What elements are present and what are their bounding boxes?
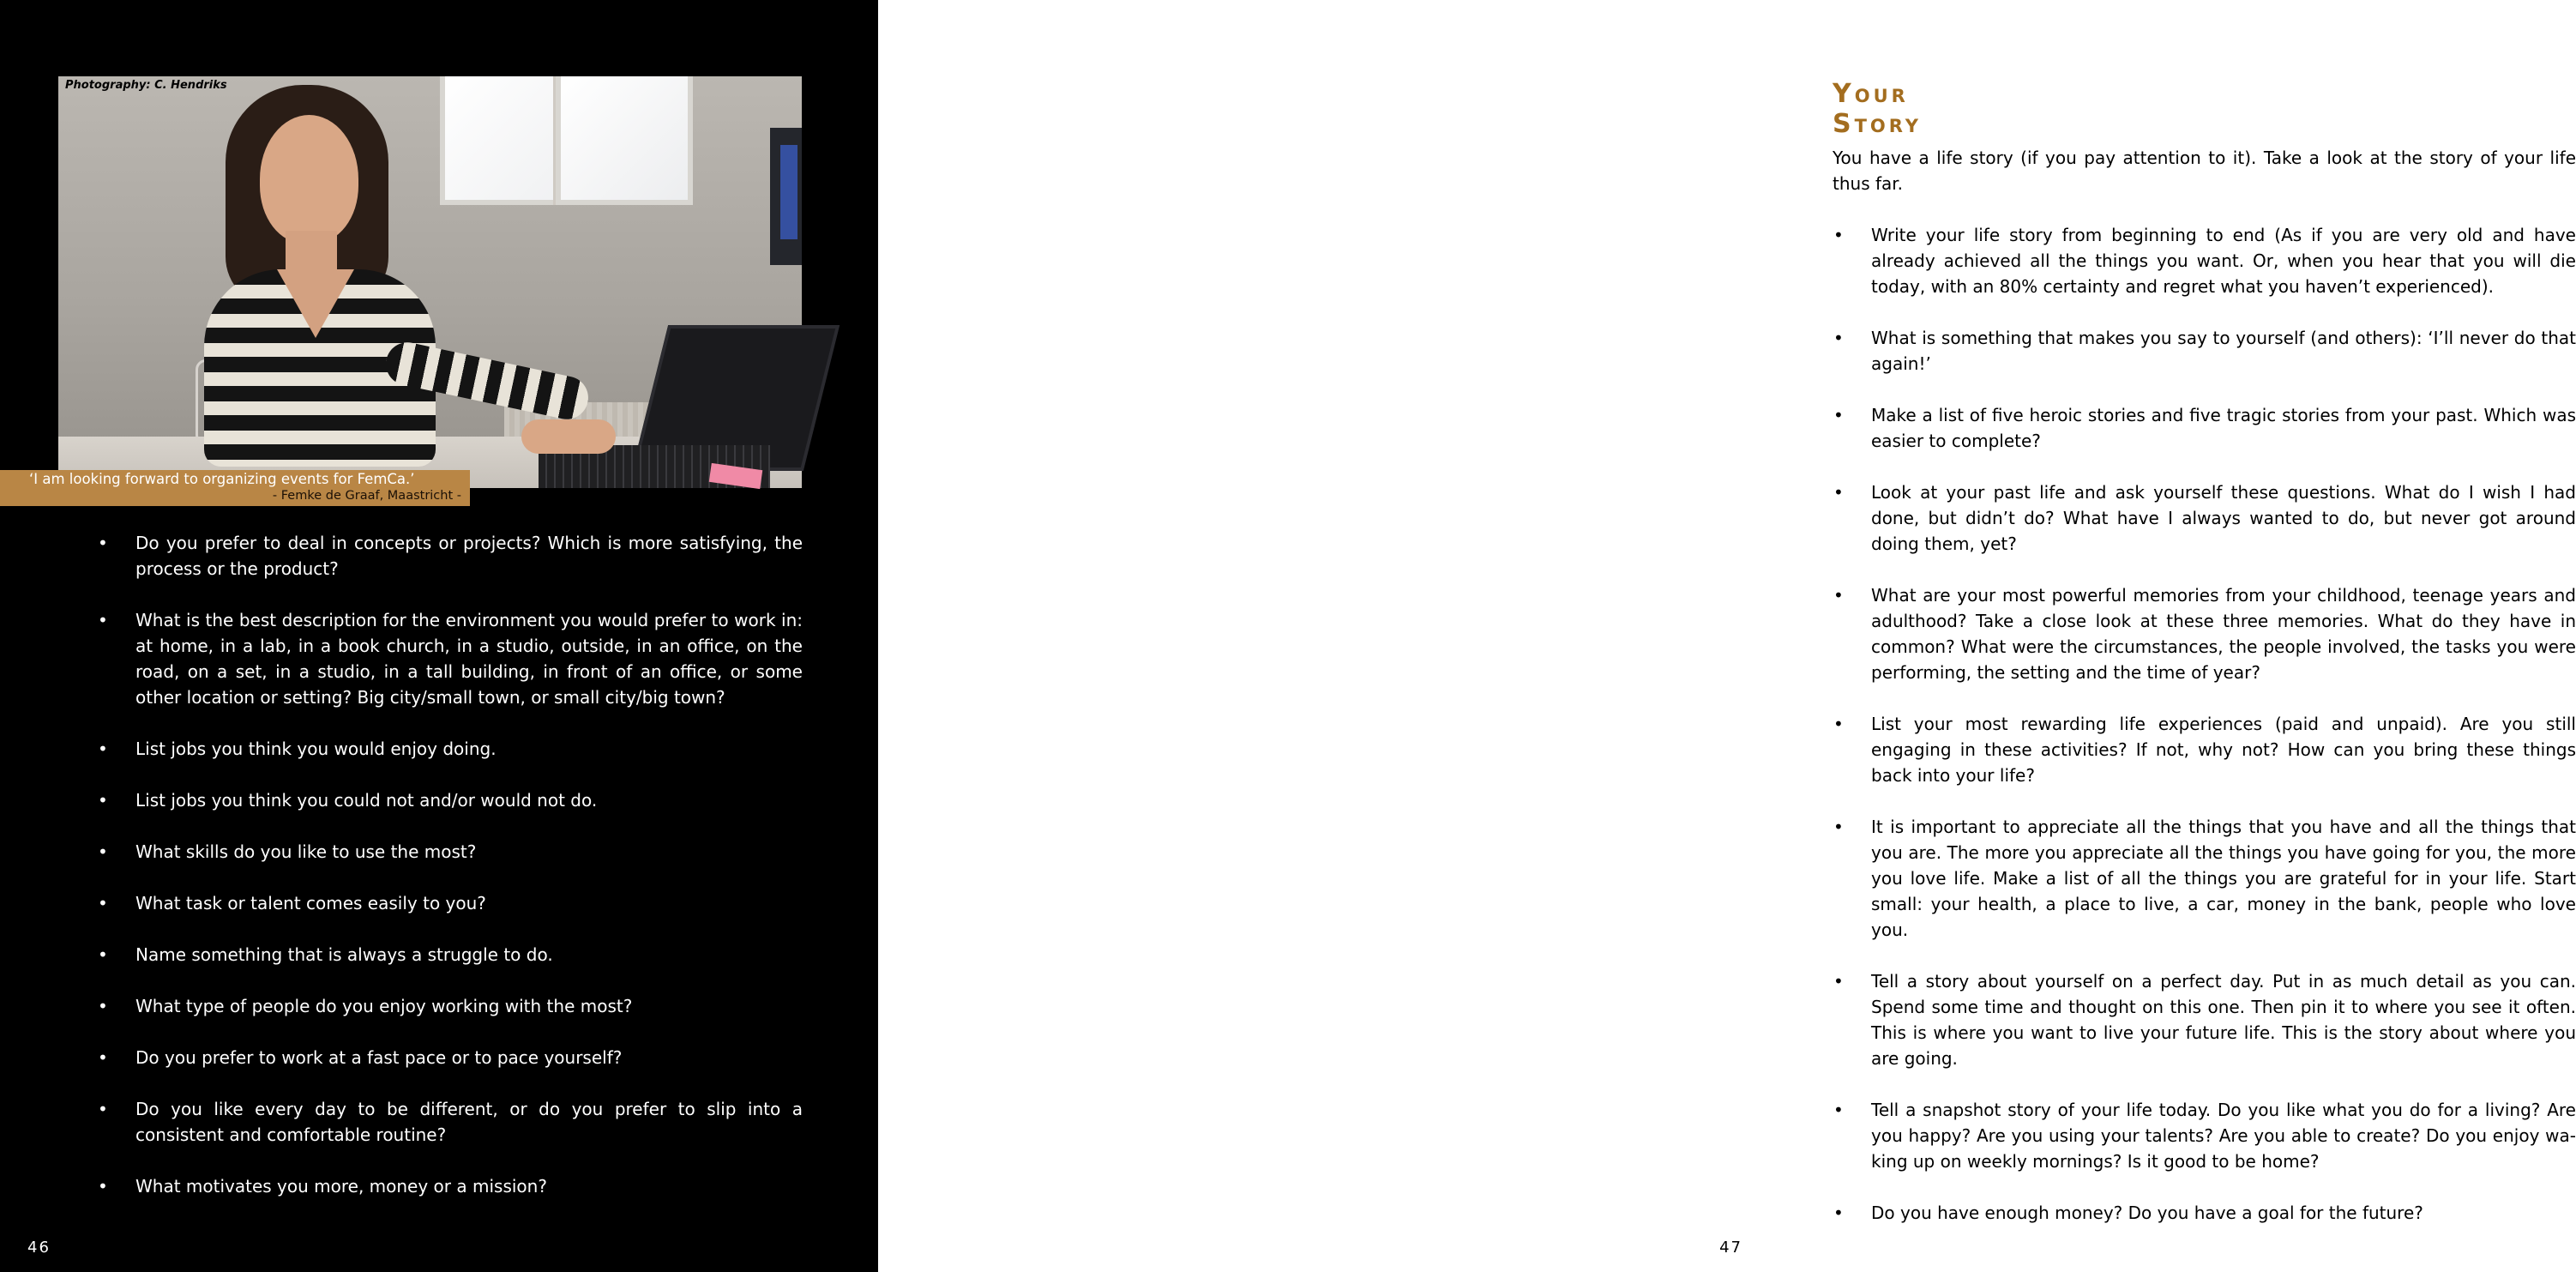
list-item: • List your most rewarding life experiences (paid and unpaid). Are you still engaging in these activities? If not, why not? How can you bring these things back into your life?	[1871, 711, 2576, 788]
list-item: • What type of people do you enjoy working with the most?	[135, 993, 803, 1019]
photo-window	[556, 76, 693, 205]
bullet: •	[98, 790, 108, 811]
list-item: • What skills do you like to use the most?	[135, 839, 803, 865]
list-item: • List jobs you think you would enjoy doing.	[135, 736, 803, 762]
photo-credit: Photography: C. Hendriks	[65, 79, 227, 92]
list-item: • Do you prefer to work at a fast pace or to pace yourself?	[135, 1045, 803, 1070]
list-item: • What is the best description for the environment you would prefer to work in: at home, in a lab, in a book church, in a studio, outside, in an office, on the road, on a set, in a studio, in a tall building, in front of an office, or some other location or setting? Big city/small town, or small city/big town?	[135, 607, 803, 710]
bullet: •	[98, 944, 108, 965]
photo-person-hand	[521, 419, 616, 454]
list-item: • It is important to appreciate all the things that you have and all the things that you are. The more you appreciate all the things you have going for you, the more you love life. Make a list of all the things you are grateful for in your life. Start small: your health, a place to live, a car, money in the bank, people who love you.	[1871, 814, 2576, 943]
bullet: •	[98, 893, 108, 913]
list-item: • Do you have enough money? Do you have a goal for the future?	[1871, 1200, 2576, 1226]
list-item: • Tell a story about yourself on a perfect day. Put in as much detail as you can. Spend some time and thought on this one. Then pin it to where you see it often. This is where you want to live your future life. This is the story about where you are going.	[1871, 968, 2576, 1071]
list-item: • Write your life story from beginning to end (As if you are very old and have already achieved all the things you want. Or, when you hear that you will die today, with an 80% certainty and regret what you haven’t experienced).	[1871, 222, 2576, 299]
bullet: •	[1833, 1203, 1844, 1223]
list-item: • What is something that makes you say to yourself (and others): ‘I’ll never do that again!’	[1871, 325, 2576, 377]
bullet: •	[1833, 1100, 1844, 1120]
bullet: •	[1833, 585, 1844, 606]
story-prompt-list	[1833, 222, 2576, 1251]
list-item: • What motivates you more, money or a mission?	[135, 1173, 803, 1199]
quote-author: - Femke de Graaf, Maastricht -	[272, 489, 461, 503]
list-item: • Do you prefer to deal in concepts or projects? Which is more satisfying, the process or the product?	[135, 530, 803, 582]
bullet: •	[98, 1099, 108, 1119]
list-item: • Look at your past life and ask yourself these questions. What do I wish I had done, but didn’t do? What have I always wanted to do, but never got around doing them, yet?	[1871, 479, 2576, 557]
bullet: •	[1833, 817, 1844, 837]
bullet: •	[1833, 405, 1844, 425]
list-item: • Name something that is always a struggle to do.	[135, 942, 803, 968]
quote-text: ‘I am looking forward to organizing events for FemCa.’	[29, 471, 415, 487]
bullet: •	[98, 1176, 108, 1197]
page-number-left: 46	[27, 1239, 51, 1257]
bullet: •	[98, 996, 108, 1016]
intro-paragraph: You have a life story (if you pay attention to it). Take a look at the story of your life thus far.	[1833, 148, 2576, 194]
list-item: • What task or talent comes easily to you?	[135, 890, 803, 916]
page-number-right: 47	[1719, 1239, 1742, 1257]
bullet: •	[1833, 225, 1844, 245]
right-page	[878, 0, 2576, 1272]
bullet: •	[1833, 482, 1844, 503]
list-item: • Do you like every day to be different, or do you prefer to slip into a consistent and comfortable routine?	[135, 1096, 803, 1148]
list-item: • What are your most powerful memories from your childhood, teenage years and adulthood? Take a close look at these three memories. What do they have in common? What were the circumstances, the people involved, the tasks you were performing, the setting and the time of year?	[1871, 582, 2576, 685]
left-page	[0, 0, 878, 1272]
list-item: • List jobs you think you could not and/or would not do.	[135, 787, 803, 813]
list-item: • Make a list of five heroic stories and five tragic stories from your past. Which was easier to complete?	[1871, 402, 2576, 454]
photo-book	[780, 145, 797, 239]
bullet: •	[98, 533, 108, 553]
quote-box	[0, 470, 470, 506]
left-question-list	[98, 530, 803, 1225]
bullet: •	[1833, 328, 1844, 348]
bullet: •	[1833, 971, 1844, 992]
photo-person-face	[260, 115, 358, 244]
bullet: •	[98, 841, 108, 862]
bullet: •	[98, 610, 108, 630]
bullet: •	[98, 738, 108, 759]
section-title: Your Story	[1833, 79, 1923, 139]
list-item: • Tell a snapshot story of your life today. Do you like what you do for a living? Are you happy? Are you using your talents? Are you able to create? Do you enjoy wa-king up on weekly mornings? Is it good to be home?	[1871, 1097, 2576, 1174]
photo-person-vneck	[277, 269, 354, 338]
bullet: •	[1833, 714, 1844, 734]
portrait-photo	[58, 76, 802, 488]
bullet: •	[98, 1047, 108, 1068]
